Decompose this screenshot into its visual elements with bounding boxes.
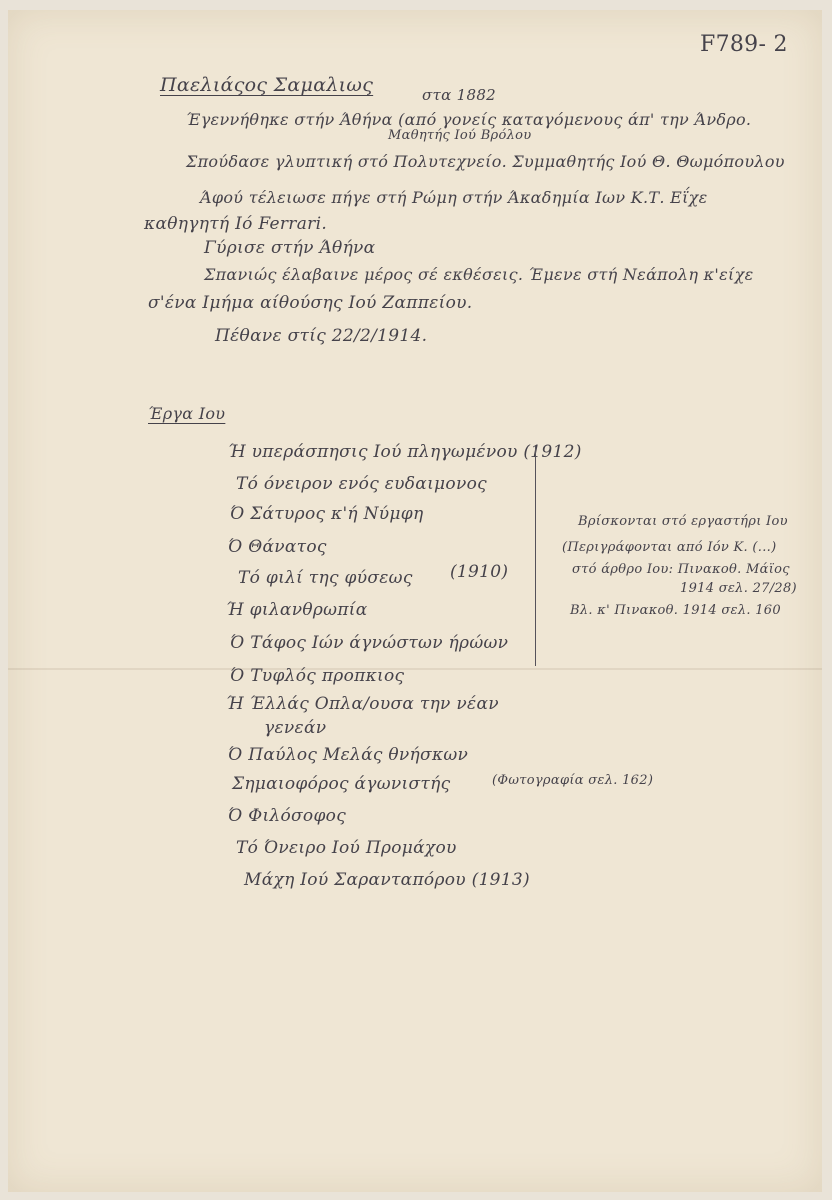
side-note-line: 1914 σελ. 27/28) bbox=[680, 581, 797, 596]
bio-line: σ'ένα Ιμήμα αίθούσης Ιού Ζαππείου. bbox=[148, 293, 473, 313]
side-note-line: Βλ. κ' Πινακοθ. 1914 σελ. 160 bbox=[570, 603, 781, 618]
bio-line: Έγεννήθηκε στήν Άθήνα (από γονείς καταγόμενους άπ' την Άνδρο. bbox=[186, 110, 752, 129]
birth-year: στα 1882 bbox=[422, 86, 497, 104]
side-note-line: στό άρθρο Ιου: Πινακοθ. Μάϊος bbox=[572, 562, 790, 577]
bio-line: Πέθανε στίς 22/2/1914. bbox=[215, 326, 428, 346]
work-item: Ό Τάφος Ιών άγνώστων ήρώων bbox=[230, 633, 509, 653]
work-item: γενεάν bbox=[264, 718, 327, 738]
work-item: Ή υπεράσπησις Ιού πληγωμένου (1912) bbox=[228, 442, 582, 462]
teacher-note: Μαθητής Ιού Βρόλου bbox=[388, 128, 532, 143]
catalog-number: F789- 2 bbox=[700, 32, 788, 57]
work-item: Μάχη Ιού Σαρανταπόρου (1913) bbox=[244, 870, 530, 890]
work-item: Ό Θάνατος bbox=[228, 537, 327, 557]
work-item: Τό Όνειρο Ιού Προμάχου bbox=[236, 838, 457, 858]
bio-line: Σπανιώς έλαβαινε μέρος σέ εκθέσεις. Έμενε στή Νεάπολη κ'είχε bbox=[204, 265, 754, 284]
work-item: Τό όνειρον ενός ευδαιμονος bbox=[236, 474, 487, 494]
side-note-line: Βρίσκονται στό εργαστήρι Ιου bbox=[578, 514, 788, 529]
photo-note: (Φωτογραφία σελ. 162) bbox=[492, 773, 654, 788]
work-item: Ό Σάτυρος κ'ή Νύμφη bbox=[230, 504, 424, 524]
bio-line: Σπούδασε γλυπτική στό Πολυτεχνείο. Συμμαθητής Ιού Θ. Θωμόπουλου bbox=[186, 152, 785, 171]
work-item: Ό Τυφλός προπκιος bbox=[230, 666, 405, 686]
work-item: Ό Φιλόσοφος bbox=[228, 806, 347, 826]
work-item: Ό Παύλος Μελάς θνήσκων bbox=[228, 745, 469, 765]
work-item: Ή φιλανθρωπία bbox=[226, 600, 368, 620]
grouping-brace bbox=[535, 446, 536, 666]
bio-line: Γύρισε στήν Άθήνα bbox=[204, 238, 376, 258]
side-note-line: (Περιγράφονται από Ιόν Κ. (...) bbox=[562, 540, 777, 555]
work-year: (1910) bbox=[450, 562, 509, 582]
works-heading: Έργα Ιου bbox=[148, 404, 226, 423]
work-item: Σημαιοφόρος άγωνιστής bbox=[232, 774, 451, 794]
work-item: Ή Έλλάς Οπλα/ουσα την νέαν bbox=[226, 694, 499, 714]
bio-line: καθηγητή Ιό Ferrari. bbox=[144, 214, 328, 234]
work-item: Τό φιλί της φύσεως bbox=[238, 568, 413, 588]
bio-line: Άφού τέλειωσε πήγε στή Ρώμη στήν Άκαδημία Ιων Κ.Τ. Εΐχε bbox=[200, 188, 708, 207]
artist-name: Παελιάςος Σαμαλιως bbox=[160, 74, 374, 96]
